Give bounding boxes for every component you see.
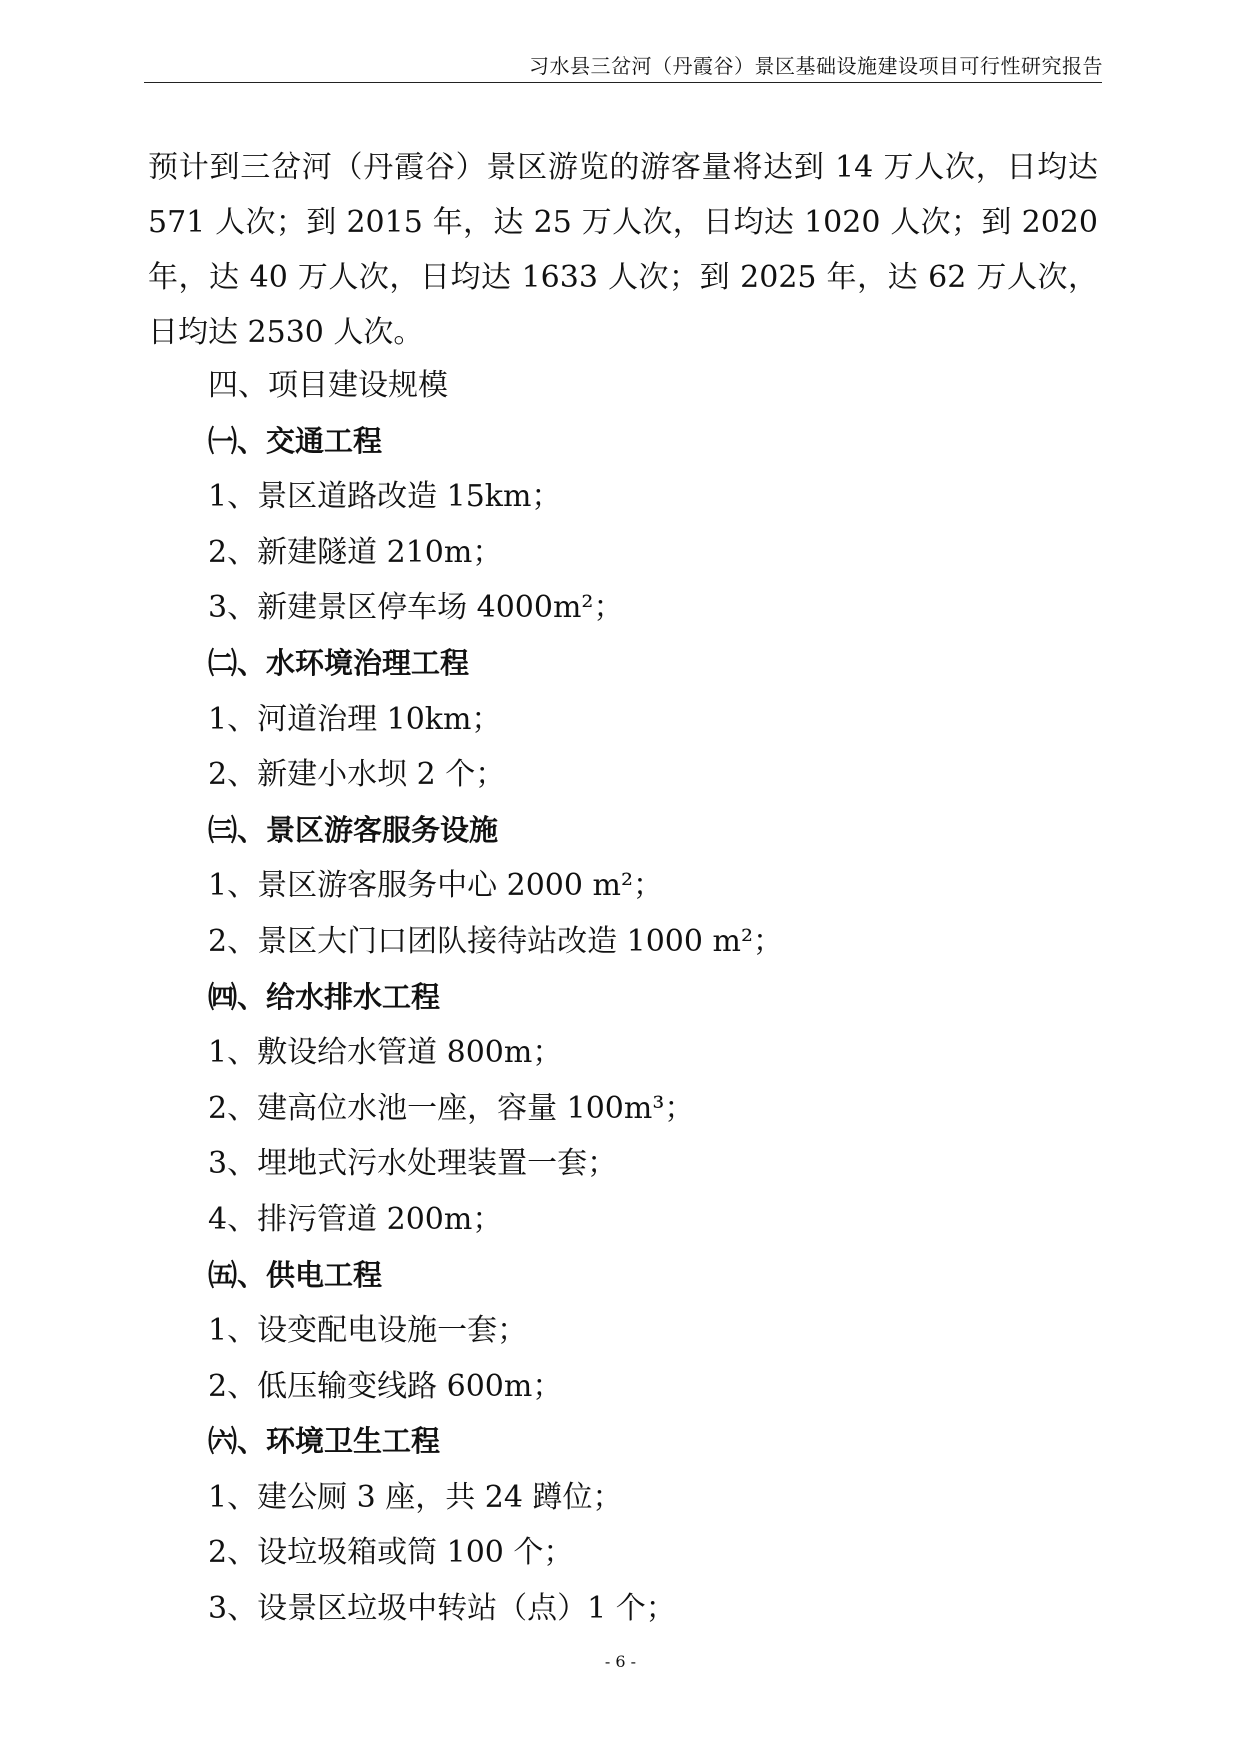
section-heading: 四、项目建设规模 (208, 368, 448, 403)
subsection-heading: ㈣、给水排水工程 (208, 979, 441, 1014)
subsection-heading: ㈢、景区游客服务设施 (208, 812, 499, 847)
subsection-heading: ㈤、供电工程 (208, 1257, 383, 1292)
subsection-visitor-services (148, 803, 1098, 970)
list-item: 4、排污管道 200m； (208, 1201, 503, 1237)
list-item: 2、设垃圾箱或筒 100 个； (208, 1535, 574, 1571)
running-header-title: 习水县三岔河（丹霞谷）景区基础设施建设项目可行性研究报告 (529, 54, 1103, 78)
subsection-heading: ㈡、水环境治理工程 (208, 645, 470, 680)
list-item: 2、新建小水坝 2 个； (208, 757, 506, 793)
subsection-water-supply-drainage (148, 970, 1098, 1248)
header-rule (144, 82, 1102, 83)
list-item: 2、低压输变线路 600m； (208, 1368, 563, 1404)
list-item: 3、新建景区停车场 4000m²； (208, 590, 624, 626)
intro-paragraph: 预计到三岔河（丹霞谷）景区游览的游客量将达到 14 万人次，日均达 571 人次；到 2015 年，达 25 万人次，日均达 1020 人次；到 2020 年，达 40 万人次，日均达 1633 人次；到 2025 年，达 62 万人次，日均达 2530 人次。 (148, 150, 1098, 350)
list-item: 3、设景区垃圾中转站（点）1 个； (208, 1591, 676, 1627)
list-item: 2、景区大门口团队接待站改造 1000 m²； (208, 923, 783, 959)
list-item: 1、设变配电设施一套； (208, 1313, 528, 1349)
subsection-sanitation (148, 1414, 1098, 1636)
subsection-transport (148, 414, 1098, 636)
list-item: 2、新建隧道 210m； (208, 534, 503, 570)
list-item: 3、埋地式污水处理装置一套； (208, 1146, 618, 1182)
list-item: 2、建高位水池一座，容量 100m³； (208, 1090, 695, 1126)
page-number: - 6 - (604, 1652, 637, 1671)
list-item: 1、建公厕 3 座，共 24 蹲位； (208, 1479, 623, 1515)
page-body (148, 140, 1098, 1637)
list-item: 1、敷设给水管道 800m； (208, 1035, 563, 1071)
subsection-water-environment (148, 636, 1098, 803)
list-item: 1、河道治理 10km； (208, 701, 502, 737)
subsection-heading: ㈠、交通工程 (208, 423, 383, 458)
list-item: 1、景区游客服务中心 2000 m²； (208, 868, 663, 904)
subsection-heading: ㈥、环境卫生工程 (208, 1424, 441, 1459)
list-item: 1、景区道路改造 15km； (208, 479, 562, 515)
subsection-power-supply (148, 1248, 1098, 1415)
